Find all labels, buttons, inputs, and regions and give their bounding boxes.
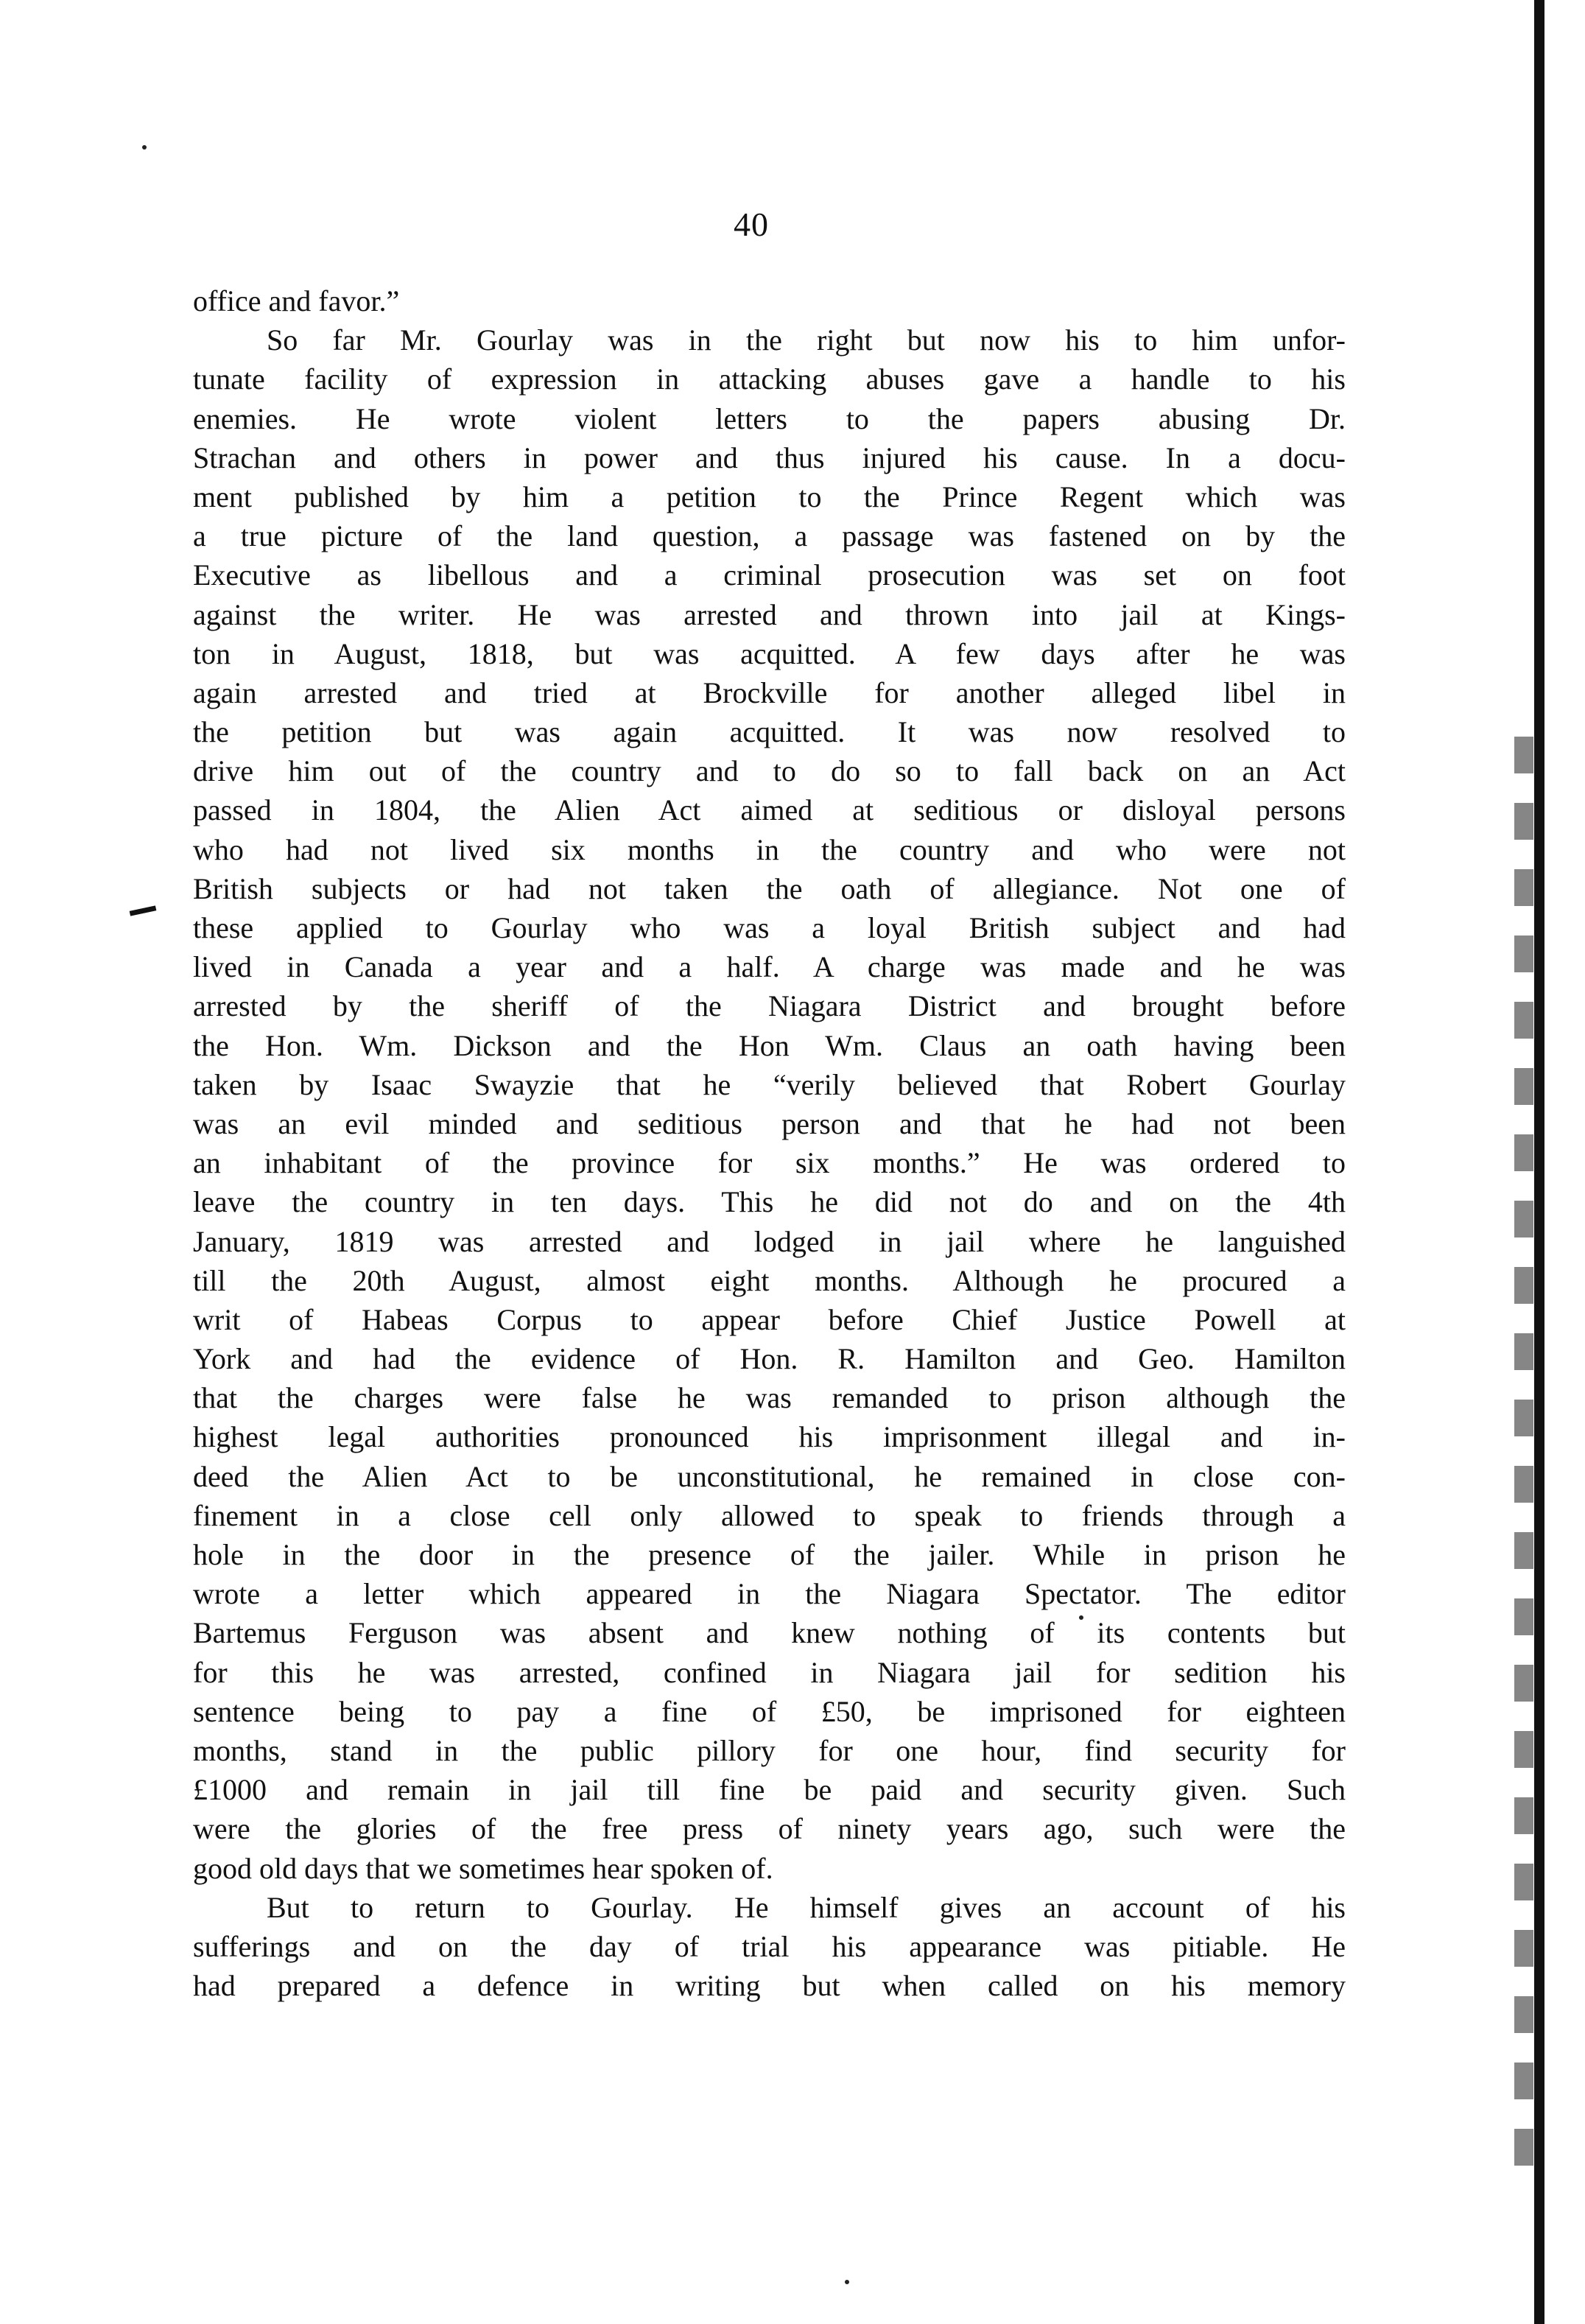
text-line: sentence being to pay a fine of £50, be imprisoned for eighteen	[193, 1694, 1346, 1728]
text-line: York and had the evidence of Hon. R. Hamilton and Geo. Hamilton	[193, 1342, 1346, 1376]
scan-edge-rule	[1534, 0, 1544, 2324]
text-line: an inhabitant of the province for six months.” He was ordered to	[193, 1146, 1346, 1180]
text-line: enemies. He wrote violent letters to the papers abusing Dr.	[193, 401, 1346, 435]
text-line: But to return to Gourlay. He himself gives an account of his	[267, 1890, 1346, 1924]
text-line: lived in Canada a year and a half. A charge was made and he was	[193, 950, 1346, 984]
text-line: for this he was arrested, confined in Niagara jail for sedition his	[193, 1655, 1346, 1689]
text-line: months, stand in the public pillory for one hour, find security for	[193, 1733, 1346, 1767]
text-line: So far Mr. Gourlay was in the right but now his to him unfor-	[267, 323, 1346, 357]
text-line: who had not lived six months in the country and who were not	[193, 832, 1346, 866]
text-line: Bartemus Ferguson was absent and knew nothing of its contents but	[193, 1616, 1346, 1650]
text-line: taken by Isaac Swayzie that he “verily believed that Robert Gourlay	[193, 1067, 1346, 1101]
text-line: office and favor.”	[193, 284, 400, 317]
text-line: finement in a close cell only allowed to speak to friends through a	[193, 1498, 1346, 1532]
text-line: arrested by the sheriff of the Niagara District and brought before	[193, 989, 1346, 1023]
text-line: drive him out of the country and to do so to fall back on an Act	[193, 754, 1346, 788]
text-line: the petition but was again acquitted. It was now resolved to	[193, 715, 1346, 749]
scan-speck	[142, 145, 147, 150]
text-line: highest legal authorities pronounced his imprisonment illegal and in-	[193, 1420, 1346, 1454]
scan-edge-shadow	[1514, 737, 1533, 2173]
text-line: Strachan and others in power and thus injured his cause. In a docu-	[193, 440, 1346, 474]
text-line: had prepared a defence in writing but when called on his memory	[193, 1969, 1346, 2003]
text-line: deed the Alien Act to be unconstitutional, he remained in close con-	[193, 1459, 1346, 1493]
text-line: passed in 1804, the Alien Act aimed at seditious or disloyal persons	[193, 793, 1346, 827]
page-number: 40	[734, 206, 769, 243]
text-line: ton in August, 1818, but was acquitted. A few days after he was	[193, 636, 1346, 670]
text-line: British subjects or had not taken the oath of allegiance. Not one of	[193, 871, 1346, 905]
text-line: were the glories of the free press of ninety years ago, such were the	[193, 1812, 1346, 1846]
text-line: against the writer. He was arrested and thrown into jail at Kings-	[193, 597, 1346, 631]
text-line: these applied to Gourlay who was a loyal British subject and had	[193, 911, 1346, 944]
text-line: hole in the door in the presence of the jailer. While in prison he	[193, 1538, 1346, 1571]
text-line: wrote a letter which appeared in the Niagara Spectator. The editor	[193, 1577, 1346, 1611]
text-line: the Hon. Wm. Dickson and the Hon Wm. Claus an oath having been	[193, 1028, 1346, 1062]
text-line: Executive as libellous and a criminal prosecution was set on foot	[193, 558, 1346, 592]
text-line: was an evil minded and seditious person and that he had not been	[193, 1106, 1346, 1140]
body-text	[193, 281, 1346, 2005]
text-line: leave the country in ten days. This he did not do and on the 4th	[193, 1185, 1346, 1219]
text-line: till the 20th August, almost eight months. Although he procured a	[193, 1263, 1346, 1297]
scan-speck	[845, 2280, 849, 2284]
text-line: that the charges were false he was remanded to prison although the	[193, 1381, 1346, 1415]
text-line: £1000 and remain in jail till fine be paid and security given. Such	[193, 1773, 1346, 1807]
text-line: a true picture of the land question, a passage was fastened on by the	[193, 519, 1346, 553]
text-line: tunate facility of expression in attacking abuses gave a handle to his	[193, 362, 1346, 396]
margin-dash-mark	[130, 905, 157, 916]
text-line: good old days that we sometimes hear spoken of.	[193, 1851, 773, 1885]
text-line: writ of Habeas Corpus to appear before Chief Justice Powell at	[193, 1302, 1346, 1336]
text-line: ment published by him a petition to the Prince Regent which was	[193, 480, 1346, 513]
text-line: sufferings and on the day of trial his appearance was pitiable. He	[193, 1929, 1346, 1963]
text-line: again arrested and tried at Brockville for another alleged libel in	[193, 675, 1346, 709]
text-line: January, 1819 was arrested and lodged in jail where he languished	[193, 1224, 1346, 1258]
